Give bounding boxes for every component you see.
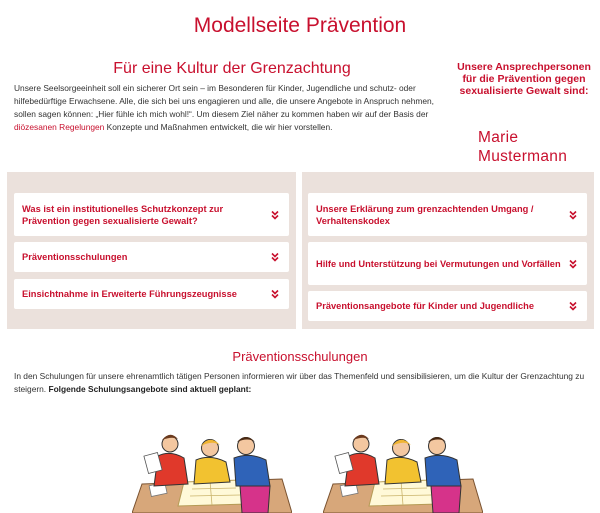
accordion-item-label: Was ist ein institutionelles Schutzkonzept zur Prävention gegen sexualisierte Gewalt? [22, 203, 224, 226]
schulungen-heading: Präventionsschulungen [232, 349, 368, 364]
accordion-panel-left [7, 172, 296, 329]
accordion-item-label: Unsere Erklärung zum grenzachtenden Umgang / Verhaltenskodex [316, 203, 534, 226]
contact-name: Marie Mustermann [478, 129, 568, 165]
intro-text [14, 82, 446, 134]
accordion-item-fuehrungszeugnisse[interactable] [14, 279, 289, 309]
accordion-panel-right [302, 172, 594, 329]
accordion-item-hilfe[interactable] [308, 242, 587, 285]
accordion-item-label: Einsichtnahme in Erweiterte Führungszeugnisse [22, 289, 237, 299]
page-title: Modellseite Prävention [193, 14, 407, 37]
contact-heading: Unsere Ansprechpersonen für die Prävention gegen sexualisierte Gewalt sind: [457, 61, 591, 97]
double-chevron-down-icon [569, 210, 577, 219]
double-chevron-down-icon [271, 253, 279, 262]
regulations-link[interactable]: diözesanen Regelungen [14, 122, 105, 132]
accordion-item-verhaltenskodex[interactable] [308, 193, 587, 236]
double-chevron-down-icon [569, 259, 577, 268]
double-chevron-down-icon [569, 302, 577, 311]
double-chevron-down-icon [271, 210, 279, 219]
double-chevron-down-icon [271, 290, 279, 299]
accordion-item-label: Hilfe und Unterstützung bei Vermutungen und Vorfällen [316, 258, 561, 269]
intro-text-part2: Konzepte und Maßnahmen entwickelt, die wir hier vorstellen. [104, 122, 333, 132]
schulungen-text-bold: Folgende Schulungsangebote sind aktuell geplant: [48, 384, 252, 394]
intro-text-part1: Unsere Seelsorgeeinheit soll ein sicherer Ort sein – im Besonderen für Kinder, Jugendliche und schutz- oder hilfebedürftige Erwachsene. Alle, die sich bei uns engagieren und alle, die unsere Angebote in Anspruch nehmen, sollen sagen können: „Hier fühle ich mich wohl!“. Um diesem Ziel näher zu kommen haben wir auf der Basis der [14, 83, 434, 119]
training-illustration [132, 424, 292, 513]
accordion-item-praeventionsangebote[interactable] [308, 291, 587, 321]
schulungen-text [14, 370, 589, 396]
accordion-item-schutzkonzept[interactable] [14, 193, 289, 236]
training-illustration [323, 424, 483, 513]
accordion-item-label: Präventionsschulungen [22, 252, 128, 262]
accordion-item-label: Präventionsangebote für Kinder und Jugendliche [316, 301, 534, 311]
accordion-item-schulungen[interactable] [14, 242, 289, 272]
schulungen-text-body: In den Schulungen für unsere ehrenamtlich tätigen Personen informieren wir über das Themenfeld und sensibilisieren, um die Kultur der Grenzachtung zu steigern. [14, 371, 585, 394]
intro-heading: Für eine Kultur der Grenzachtung [113, 60, 351, 77]
